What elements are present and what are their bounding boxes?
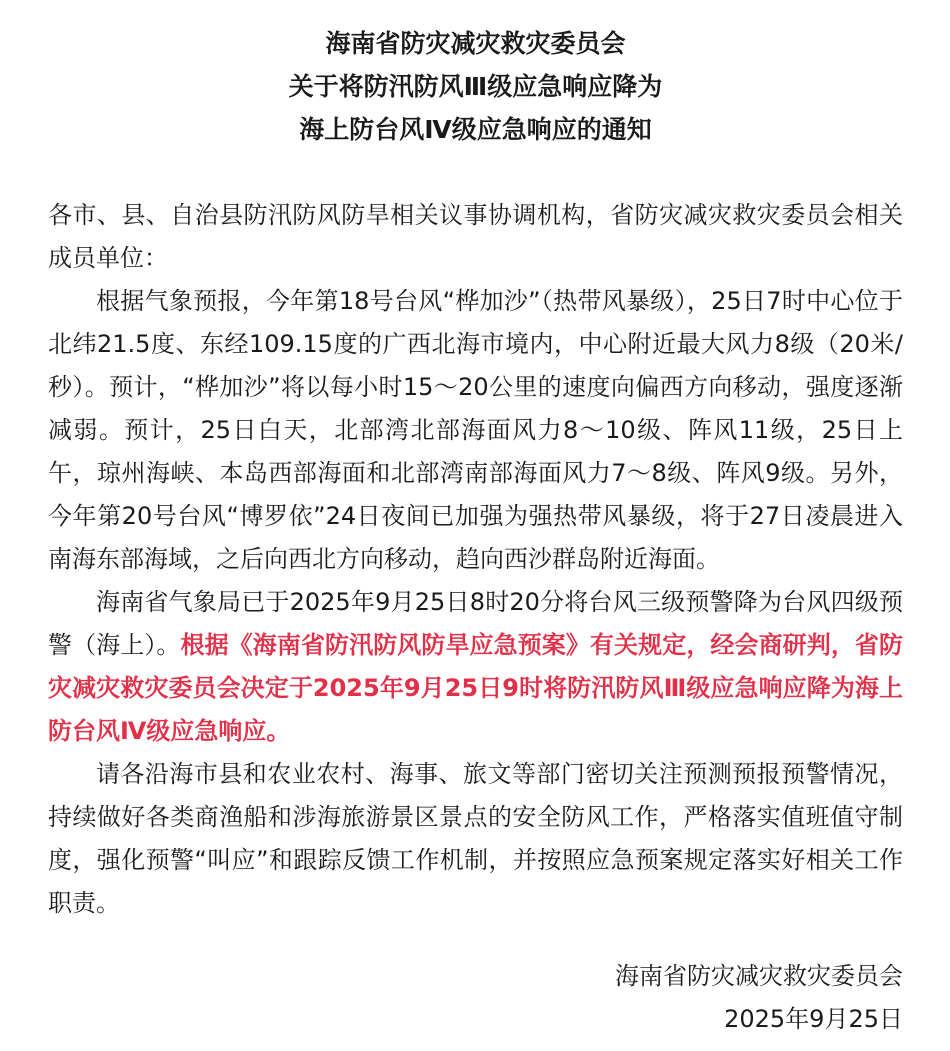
- notice-title: [48, 22, 903, 151]
- decision-highlight-text: 根据《海南省防汛防风防旱应急预案》有关规定，经会商研判，省防灾减灾救灾委员会决定于2025年9月25日9时将防汛防风Ⅲ级应急响应降为海上防台风Ⅳ级应急响应。: [48, 631, 903, 745]
- paragraph-response-decision: [48, 581, 903, 753]
- salutation: 各市、县、自治县防汛防风防旱相关议事协调机构，省防灾减灾救灾委员会相关成员单位：: [48, 201, 903, 272]
- signature-date: 2025年9月25日: [724, 1005, 903, 1033]
- decision-intro-text: 海南省气象局已于2025年9月25日8时20分将台风三级预警降为台风四级预警（海上）。: [48, 588, 903, 659]
- title-line-subject-1: 关于将防汛防风Ⅲ级应急响应降为: [288, 72, 663, 101]
- signature-organization: 海南省防灾减灾救灾委员会: [615, 962, 903, 990]
- title-line-subject-2: 海上防台风Ⅳ级应急响应的通知: [299, 115, 652, 144]
- notice-signature: [48, 955, 903, 1041]
- title-line-committee: 海南省防灾减灾救灾委员会: [325, 29, 626, 58]
- notice-body: [48, 194, 903, 925]
- paragraph-typhoon-forecast: 根据气象预报，今年第18号台风“桦加沙”（热带风暴级），25日7时中心位于北纬21.5度、东经109.15度的广西北海市境内，中心附近最大风力8级（20米/秒）。预计，“桦加沙”将以每小时15～20公里的速度向偏西方向移动，强度逐渐减弱。预计，25日白天，北部湾北部海面风力8～10级、阵风11级，25日上午，琼州海峡、本岛西部海面和北部湾南部海面风力7～8级、阵风9级。另外，今年第20号台风“博罗依”24日夜间已加强为强热带风暴级，将于27日凌晨进入南海东部海域，之后向西北方向移动，趋向西沙群岛附近海面。: [48, 287, 903, 573]
- paragraph-work-requirements: 请各沿海市县和农业农村、海事、旅文等部门密切关注预测预报预警情况，持续做好各类商渔船和涉海旅游景区景点的安全防风工作，严格落实值班值守制度，强化预警“叫应”和跟踪反馈工作机制，并按照应急预案规定落实好相关工作职责。: [48, 760, 903, 917]
